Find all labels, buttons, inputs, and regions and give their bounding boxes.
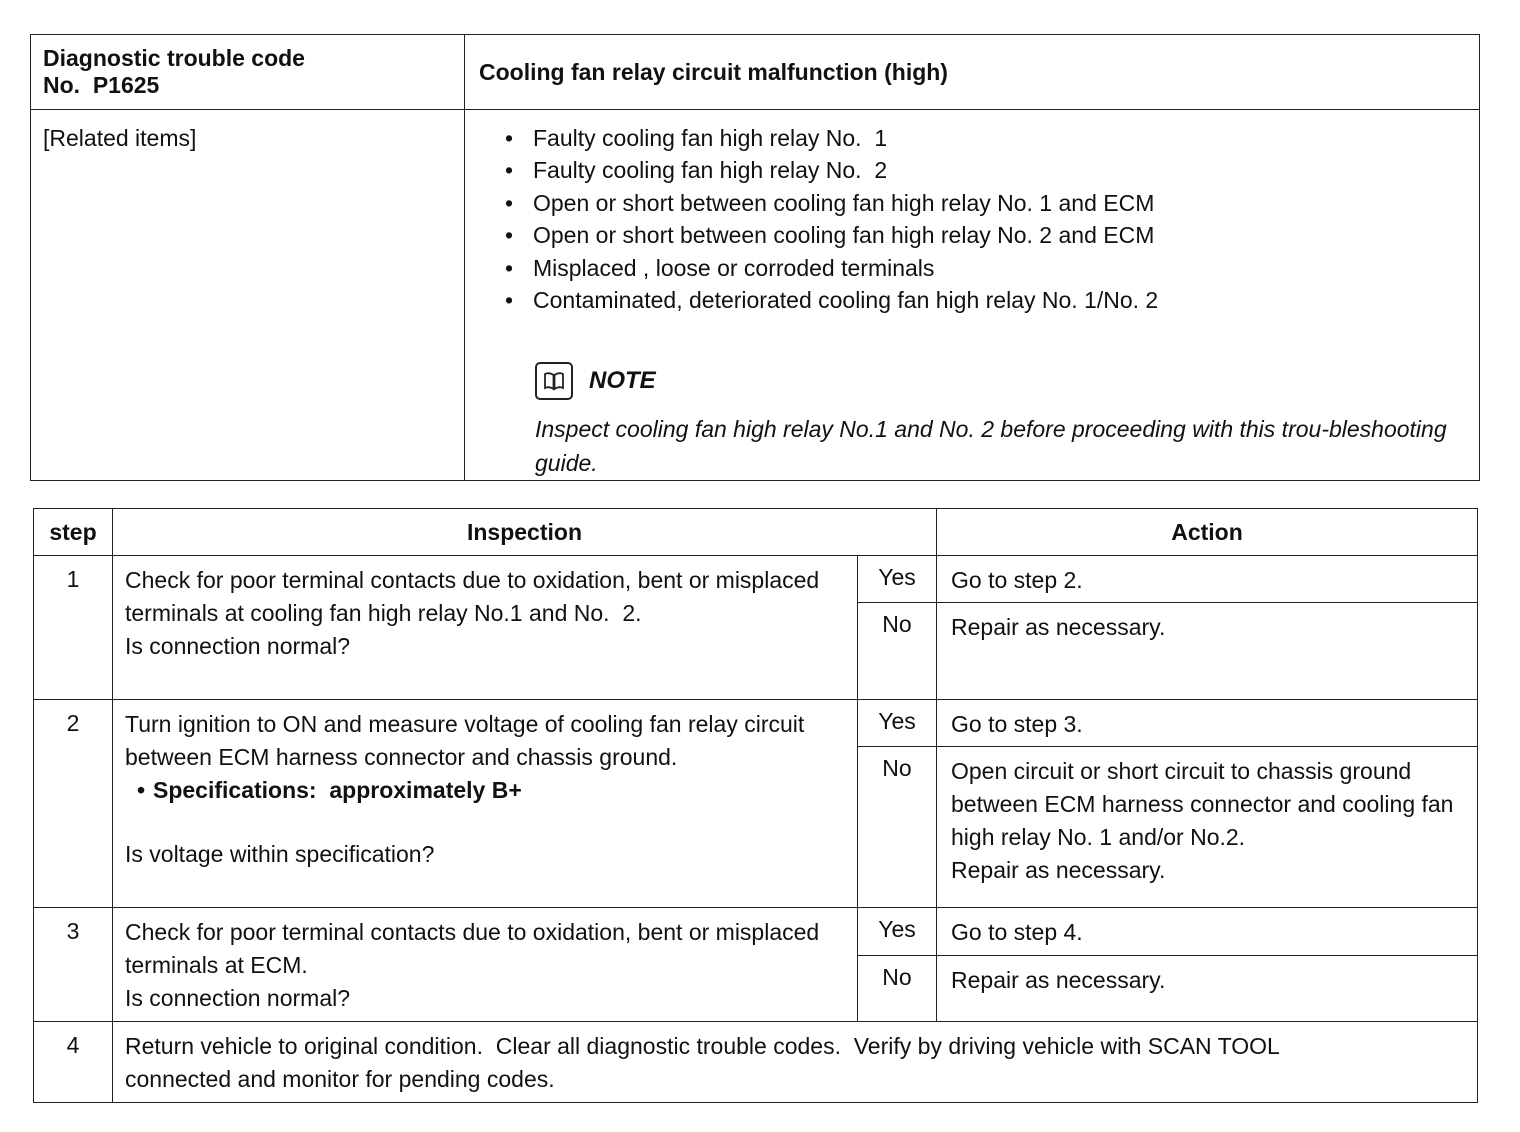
step-question: Is connection normal?	[125, 633, 351, 659]
related-items-list	[505, 122, 1479, 316]
related-item: • Misplaced , loose or corroded terminals	[505, 254, 935, 281]
step-specification: • Specifications: approximately B+	[137, 777, 522, 803]
yes-label: Yes	[858, 700, 937, 747]
note-label: NOTE	[589, 367, 656, 395]
yes-label: Yes	[858, 908, 937, 956]
related-items-label: [Related items]	[43, 125, 197, 151]
step-final-text: Return vehicle to original condition. Clear all diagnostic trouble codes. Verify by driving vehicle with SCAN TOOL connected and monitor for pending codes.	[113, 1022, 1478, 1103]
dtc-code-number: No. P1625	[43, 72, 160, 98]
step-number: 1	[34, 556, 113, 700]
note-header	[535, 362, 1479, 400]
dtc-info-table	[30, 34, 1480, 481]
no-action: Repair as necessary.	[937, 955, 1478, 1021]
related-item: • Contaminated, deteriorated cooling fan high relay No. 1/No. 2	[505, 287, 1159, 314]
step-inspection: Check for poor terminal contacts due to oxidation, bent or misplaced terminals at cooling fan high relay No.1 and No. 2. Is connection normal?	[113, 556, 858, 700]
book-icon	[535, 362, 573, 400]
related-item: • Open or short between cooling fan high relay No. 1 and ECM	[505, 189, 1155, 216]
related-item: • Open or short between cooling fan high relay No. 2 and ECM	[505, 222, 1155, 249]
no-label: No	[858, 747, 937, 908]
note-text: Inspect cooling fan high relay No.1 and No. 2 before proceeding with this trou-bleshooting guide.	[535, 416, 1447, 477]
step-question: Is voltage within specification?	[125, 841, 435, 867]
related-item: • Faulty cooling fan high relay No. 2	[505, 157, 888, 184]
dtc-title: Cooling fan relay circuit malfunction (high)	[479, 58, 948, 85]
yes-action: Go to step 3.	[937, 700, 1478, 747]
no-label: No	[858, 603, 937, 700]
related-item: • Faulty cooling fan high relay No. 1	[505, 125, 888, 151]
inspection-header: Inspection	[113, 509, 937, 556]
step-question: Is connection normal?	[125, 985, 351, 1011]
no-label: No	[858, 955, 937, 1021]
yes-label: Yes	[858, 556, 937, 603]
step-inspection: Turn ignition to ON and measure voltage of cooling fan relay circuit between ECM harness connector and chassis ground. • Specifications: approximately B+ Is voltage within specification?	[113, 700, 858, 908]
troubleshooting-steps-table	[33, 508, 1478, 1103]
step-number: 3	[34, 908, 113, 1022]
dtc-code-label: Diagnostic trouble code	[43, 45, 305, 71]
step-number: 4	[34, 1022, 113, 1103]
step-inspection: Check for poor terminal contacts due to oxidation, bent or misplaced terminals at ECM. Is connection normal?	[113, 908, 858, 1022]
no-action: Open circuit or short circuit to chassis ground between ECM harness connector and cooling fan high relay No. 1 and/or No.2. Repair as necessary.	[937, 747, 1478, 908]
step-header: step	[34, 509, 113, 556]
yes-action: Go to step 2.	[937, 556, 1478, 603]
no-action: Repair as necessary.	[937, 603, 1478, 700]
yes-action: Go to step 4.	[937, 908, 1478, 956]
dtc-code-cell	[31, 35, 465, 110]
related-label-cell	[31, 110, 465, 481]
dtc-title-cell	[465, 35, 1480, 110]
step-number: 2	[34, 700, 113, 908]
action-header: Action	[937, 509, 1478, 556]
related-items-cell	[465, 110, 1480, 481]
